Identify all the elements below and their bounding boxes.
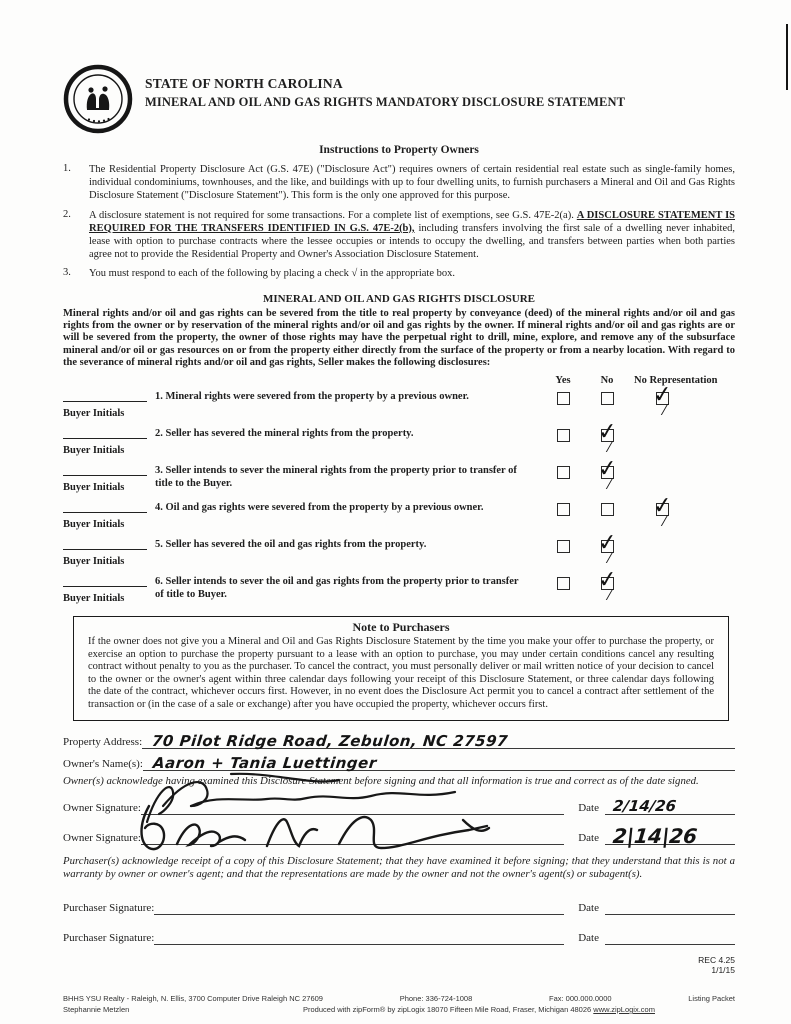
buyer-initials-label: Buyer Initials	[63, 482, 125, 494]
initials-line	[63, 438, 147, 439]
question-row	[63, 388, 735, 425]
question-row	[63, 499, 735, 536]
scan-artifact-line	[786, 24, 788, 90]
buyer-initials-field[interactable]	[63, 539, 155, 569]
checkbox-yes[interactable]	[557, 540, 570, 553]
owner-names-handwriting: Aaron + Tania Luettinger	[151, 753, 378, 772]
instruction-item-1	[63, 163, 735, 203]
disclosure-intro: Mineral rights and/or oil and gas rights can be severed from the title to real property by conveyance (deed) of the mineral rights and/or oil and gas rights from the owner or by reservation of the mineral rights and/or oil and gas rights by the owner. If mineral rights and/or oil and gas rights are or will be severed from the property, the owner of those rights may have the perpetual right to drill, mine, explore, and remove any of the subsurface mineral and/or oil or gas resources on or from the property either directly from the surface of the property or from a nearby location. With regard to the severance of mineral rights and/or oil and gas rights, Seller makes the following disclosures:	[63, 307, 735, 368]
buyer-initials-label: Buyer Initials	[63, 556, 125, 568]
date-label: Date	[578, 802, 599, 815]
footer-phone: Phone: 336-724-1008	[399, 994, 473, 1003]
question-text: 2. Seller has severed the mineral rights from the property.	[155, 428, 414, 440]
checkbox-no-representation[interactable]	[656, 577, 669, 590]
instruction-item-2	[63, 209, 735, 262]
date-label: Date	[578, 902, 599, 915]
note-to-purchasers-box	[73, 616, 729, 721]
question-text: 3. Seller intends to sever the mineral rights from the property prior to transfer of title to the Buyer.	[155, 465, 517, 489]
question-row	[63, 573, 735, 610]
form-header	[63, 68, 735, 134]
owner-date-input-2[interactable]	[605, 824, 735, 849]
owner-acknowledgement: Owner(s) acknowledge having examined this Disclosure Statement before signing and that all information is true and correct as of the date signed.	[63, 774, 699, 787]
disclosure-heading: MINERAL AND OIL AND GAS RIGHTS DISCLOSURE	[262, 292, 535, 305]
column-header-yes: Yes	[555, 375, 571, 387]
state-title: STATE OF NORTH CAROLINA	[145, 76, 343, 91]
initials-line	[63, 475, 147, 476]
question-text: 5. Seller has severed the oil and gas rights from the property.	[155, 539, 427, 551]
initials-line	[63, 401, 147, 402]
owner-names-row	[63, 751, 735, 771]
nc-real-estate-commission-seal-icon	[63, 64, 133, 134]
footer	[63, 994, 735, 1014]
property-address-input[interactable]	[142, 729, 735, 749]
note-heading: Note to Purchasers	[352, 620, 450, 635]
instruction-text-emphasis: A DISCLOSURE STATEMENT IS REQUIRED FOR THE TRANSFERS IDENTIFIED IN G.S. 47E-2(b),	[89, 209, 736, 234]
buyer-initials-label: Buyer Initials	[63, 408, 125, 420]
checkbox-no[interactable]	[601, 429, 614, 442]
instruction-number: 1.	[63, 163, 71, 174]
purchaser-signature-input-2[interactable]	[154, 923, 564, 945]
checkbox-no[interactable]	[601, 466, 614, 479]
footer-listing-packet: Listing Packet	[688, 994, 735, 1003]
buyer-initials-label: Buyer Initials	[63, 519, 125, 531]
buyer-initials-label: Buyer Initials	[63, 445, 125, 457]
property-address-row	[63, 729, 735, 749]
purchaser-acknowledgement: Purchaser(s) acknowledge receipt of a copy of this Disclosure Statement; that they have examined it before signing; that they understand that this is not a warranty by owner or owner's agent; and that the representations are made by the owner and not the owner's agent(s) or subagent(s).	[63, 855, 735, 881]
footer-fax: Fax: 000.000.0000	[548, 994, 612, 1003]
initials-line	[63, 512, 147, 513]
rec-code: REC 4.25	[698, 955, 735, 966]
owner-date-2-handwriting: 2|14|26	[611, 824, 699, 849]
buyer-initials-field[interactable]	[63, 502, 155, 532]
purchaser-signature-input-1[interactable]	[154, 893, 564, 915]
date-label: Date	[578, 932, 599, 945]
question-row	[63, 425, 735, 462]
footer-produced	[223, 1005, 735, 1014]
purchaser-signature-label: Purchaser Signature:	[63, 902, 155, 915]
question-text: 6. Seller intends to sever the oil and gas rights from the property prior to transfer of title to Buyer.	[155, 576, 519, 600]
rec-date: 1/1/15	[711, 965, 735, 976]
checkbox-no[interactable]	[601, 503, 614, 516]
question-text: 1. Mineral rights were severed from the property by a previous owner.	[155, 391, 469, 403]
purchaser-signature-label: Purchaser Signature:	[63, 932, 155, 945]
owner-names-label: Owner's Name(s):	[63, 757, 143, 770]
buyer-initials-field[interactable]	[63, 428, 155, 458]
form-title: MINERAL AND OIL AND GAS RIGHTS MANDATORY DISCLOSURE STATEMENT	[145, 95, 626, 109]
question-row	[63, 536, 735, 573]
instruction-text: You must respond to each of the following by placing a check √ in the appropriate box.	[89, 268, 455, 280]
owner-names-input[interactable]	[143, 751, 735, 771]
checkbox-no[interactable]	[601, 392, 614, 405]
owner-date-input-1[interactable]	[605, 795, 735, 815]
checkbox-yes[interactable]	[557, 466, 570, 479]
owner-signature-label: Owner Signature:	[63, 832, 141, 845]
purchaser-date-input-2[interactable]	[605, 925, 735, 945]
instructions-heading: Instructions to Property Owners	[319, 144, 479, 156]
checkbox-no-representation[interactable]	[656, 503, 669, 516]
owner-date-1-handwriting: 2/14/26	[612, 797, 678, 816]
instruction-text-pre: A disclosure statement is not required for some transactions. For a complete list of exemptions, see G.S. 47E-2(a).	[89, 209, 577, 221]
footer-agent: Stephannie Metzlen	[63, 1005, 130, 1014]
owner-signature-label: Owner Signature:	[63, 802, 141, 815]
owner-signature-input-2[interactable]	[141, 823, 564, 845]
instruction-text: The Residential Property Disclosure Act (G.S. 47E) ("Disclosure Act") requires owners of certain residential real estate such as single-family homes, individual condominiums, townhouses, and the like, and buildings with up to four dwelling units, to furnish purchasers a Mineral and Oil and Gas Rights Disclosure Statement ("Disclosure Statement"). This form is the only one approved for this purpose.	[89, 164, 735, 202]
ziplogix-link[interactable]: www.zipLogix.com	[593, 1005, 655, 1014]
owner-signature-row-2	[63, 823, 735, 849]
buyer-initials-field[interactable]	[63, 576, 155, 606]
checkbox-no-representation[interactable]	[656, 466, 669, 479]
checkbox-no-representation[interactable]	[656, 392, 669, 405]
column-header-no-representation: No Representation	[634, 375, 718, 387]
property-address-label: Property Address:	[63, 735, 143, 748]
purchaser-date-input-1[interactable]	[605, 895, 735, 915]
column-header-no: No	[600, 375, 614, 387]
purchaser-signature-row-1	[63, 893, 735, 915]
instruction-item-3	[63, 267, 735, 280]
date-label: Date	[578, 832, 599, 845]
instruction-text	[89, 209, 735, 262]
question-row	[63, 462, 735, 499]
footer-produced-text: Produced with zipForm® by zipLogix 18070 Fifteen Mile Road, Fraser, Michigan 48026	[303, 1005, 594, 1014]
checkbox-no-representation[interactable]	[656, 429, 669, 442]
property-address-handwriting: 70 Pilot Ridge Road, Zebulon, NC 27597	[151, 731, 510, 750]
checkbox-yes[interactable]	[557, 392, 570, 405]
rec-code-block	[63, 955, 735, 975]
checkbox-no[interactable]	[601, 540, 614, 553]
checkbox-yes[interactable]	[557, 577, 570, 590]
disclosure-grid	[63, 375, 735, 610]
buyer-initials-field[interactable]	[63, 391, 155, 421]
purchaser-signature-row-2	[63, 923, 735, 945]
checkbox-yes[interactable]	[557, 429, 570, 442]
checkbox-yes[interactable]	[557, 503, 570, 516]
note-body: If the owner does not give you a Mineral and Oil and Gas Rights Disclosure Statement by the time you make your offer to purchase the property, or exercise an option to purchase the property pursuant to a lease with an option to purchase, you may under certain conditions cancel any resulting contract without penalty to you as the purchaser. To cancel the contract, you must personally deliver or mail written notice of your decision to cancel to the owner or the owner's agent within three calendar days following your receipt of this Disclosure Statement, or three calendar days following the date of the contract, whichever occurs first. However, in no event does the Disclosure Act permit you to cancel a contract after settlement of the transaction or (in the case of a sale or exchange) after you have occupied the property, whichever occurs first.	[88, 636, 714, 711]
buyer-initials-field[interactable]	[63, 465, 155, 495]
checkbox-no-representation[interactable]	[656, 540, 669, 553]
instruction-number: 3.	[63, 267, 71, 279]
question-text: 4. Oil and gas rights were severed from the property by a previous owner.	[155, 502, 484, 514]
initials-line	[63, 586, 147, 587]
checkbox-no[interactable]	[601, 577, 614, 590]
footer-office: BHHS YSU Realty - Raleigh, N. Ellis, 3700 Computer Drive Raleigh NC 27609	[63, 994, 323, 1003]
initials-line	[63, 549, 147, 550]
instruction-text-post: including transfers involving the first sale of a dwelling never inhabited, lease with option to purchase contracts where the lessee occupies or intends to occupy the dwelling, and transfers between parties when both parties agree not to provide the Residential Property and Owner's Association Disclosure Statement.	[89, 222, 736, 261]
grid-header-row	[63, 375, 735, 386]
instruction-number: 2.	[63, 208, 71, 220]
owner-signature-2-ink	[133, 798, 493, 858]
buyer-initials-label: Buyer Initials	[63, 593, 125, 605]
